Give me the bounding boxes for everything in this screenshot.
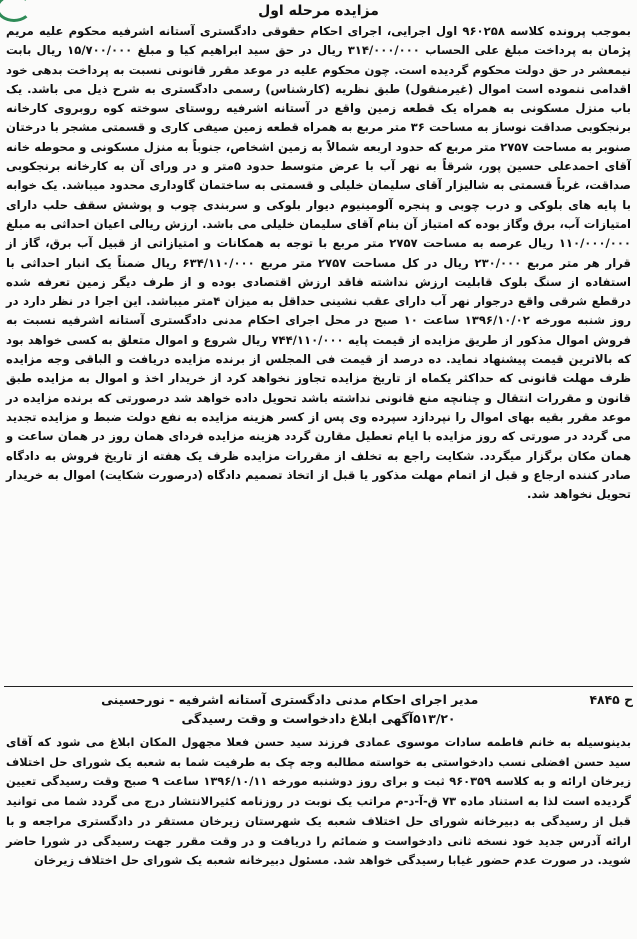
summons-notice-body (4, 733, 633, 871)
summons-notice-text: بدینوسیله به خانم فاطمه سادات موسوی عمادی فرزند سید حسن فعلا مجهول المکان ابلاغ می شود که آقای سید حسن افضلی نسب دادخواستی به خواسته مطالبه وجه چک به طرفیت شما به شعبه یک شورای حل اختلاف زیرخان ارائه و به کلاسه ۹۶۰۳۵۹ ثبت و برای روز دوشنبه مورخه ۱۳۹۶/۱۰/۱۱ ساعت ۹ صبح وقت رسیدگی تعیین گردیده است لذا به استناد ماده ۷۳ ق-آ-د-م مراتب یک نوبت در روزنامه کثیرالانتشار درج می گردد شما می توانید قبل از رسیدگی به دبیرخانه شورای حل اختلاف شعبه یک شهرستان زیرخان مستقر در دادگستری مراجعه و با ارائه آدرس جدید خود نسخه ثانی دادخواست و ضمائم را دریافت و در وقت مقرر جهت رسیدگی در شورا حاضر شوید. در صورت عدم حضور غیابا رسیدگی خواهد شد. (6, 735, 632, 868)
summons-notice-heading: ۵۱۳/۲۰آگهی ابلاغ دادخواست و وقت رسیدگی (181, 711, 456, 726)
auction-notice-signature (4, 690, 633, 709)
signatory: مدیر اجرای احکام مدنی دادگستری آستانه اشرفیه - نورحسینی (101, 692, 479, 707)
summons-notice-footer: مسئول دبیرخانه شعبه یک شورای حل اختلاف زیرخان (34, 853, 330, 868)
auction-notice (4, 0, 633, 688)
auction-notice-body: بموجب پرونده کلاسه ۹۶۰۲۵۸ اول اجرایی، اجرای احکام حقوقی دادگستری آستانه اشرفیه محکوم علیه مریم پژمان به پرداخت مبلغ علی الحساب ۳۱۴/۰۰۰/۰۰۰ ریال در حق سید ابراهیم کیا و مبلغ ۱۵/۷۰۰/۰۰۰ ریال بابت نیمعشر در حق دولت محکوم گردیده است. چون محکوم علیه در موعد مقرر قانونی نسبت به پرداخت بدهی خود اقدامی ننموده است اموال (غیرمنقول) طبق نظریه (کارشناس) رسمی دادگستری به شرح ذیل می باشد. یک باب منزل مسکونی به همراه یک قطعه زمین واقع در آستانه اشرفیه روستای سوخته کوه روبروی کارخانه برنجکوبی صداقت نوساز به مساحت ۳۶ متر مربع به همراه قطعه زمین صیفی کاری و قسمتی مشجر با درختان صنوبر به مساحت ۲۷۵۷ متر مربع که حدود اربعه شمالاً به زمین اشخاص، جنوباً به منزل مسکونی و محوطه خانه آقای احمدعلی حسین پور، شرقاً به نهر آب با عرض متوسط حدود ۵متر و در ورای آن به کارخانه برنجکوبی صداقت، غرباً قسمتی به شالیزار آقای سلیمان خلیلی و قسمتی به ساختمان گاوداری محدود میباشد. یک خوابه با پایه های بلوکی و درب چوبی و پنجره آلومینیوم دیوار بلوکی و سربندی چوب و پوشش سقف حلب دارای امتیازات آب، برق وگاز بوده که امتیاز آن بنام آقای سلیمان خلیلی می باشد. ارزش ریالی اعیان احداثی به مبلغ ۱۱۰/۰۰۰/۰۰۰ ریال عرصه به مساحت ۲۷۵۷ متر مربع با توجه به همکانات و امتیازاتی از قبیل آب برق، گاز از قرار هر متر مربع ۲۳۰/۰۰۰ ریال در کل مساحت ۲۷۵۷ متر مربع ۶۳۴/۱۱۰/۰۰۰ ریال ضمناً یک انبار احداثی با استفاده از سنگ بلوک قابلیت ارزش نداشته فاقد ارزش اقتصادی بوده و از طرف دیگر زمین تعرفه شده درقطع شرقی واقع درجوار نهر آب دارای عقب نشینی حداقل به میزان ۴متر میباشد. این اجرا در نظر دارد در روز شنبه مورخه ۱۳۹۶/۱۰/۰۲ ساعت ۱۰ صبح در محل اجرای احکام مدنی دادگستری آستانه اشرفیه نسبت به فروش اموال مذکور از طریق مزایده از قیمت پایه ۷۴۴/۱۱۰/۰۰۰ ریال شروع و اموال متعلق به کسی خواهد بود که بالاترین قیمت پیشنهاد نماید. ده درصد از قیمت فی المجلس از برنده مزایده دریافت و الباقی وجه مزایده ظرف مهلت قانونی که حداکثر یکماه از تاریخ مزایده تجاوز نخواهد کرد از خریدار اخذ و اموال به مزایده طبق قانون و مقررات انتقال و چنانچه منع قانونی نداشته باشد تحویل داده خواهد شد درصورتی که برنده مزایده در موعد مقرر بقیه بهای اموال را نپردازد سپرده وی پس از کسر هزینه مزایده به نفع دولت ضبط و مزایده تجدید می گردد در صورتی که روز مزایده با ایام تعطیل مقارن گردد هزینه مزایده فردای همان روز در همان ساعت و همان مکان برگزار میگردد. شکایت راجع به تخلف از مقررات مزایده ظرف یک هفته از تاریخ فروش به دادگاه صادر کننده ارجاع و قبل از اتمام مهلت مذکور یا قبل از اتخاذ تصمیم دادگاه (درصورت شکایت) اموال به خریدار تحویل نخواهد شد. (6, 24, 632, 502)
notice-divider (4, 686, 633, 687)
auction-notice-title: مزایده مرحله اول (258, 3, 379, 19)
summons-notice (4, 690, 633, 939)
notice-code: ح ۴۸۴۵ (589, 692, 633, 707)
